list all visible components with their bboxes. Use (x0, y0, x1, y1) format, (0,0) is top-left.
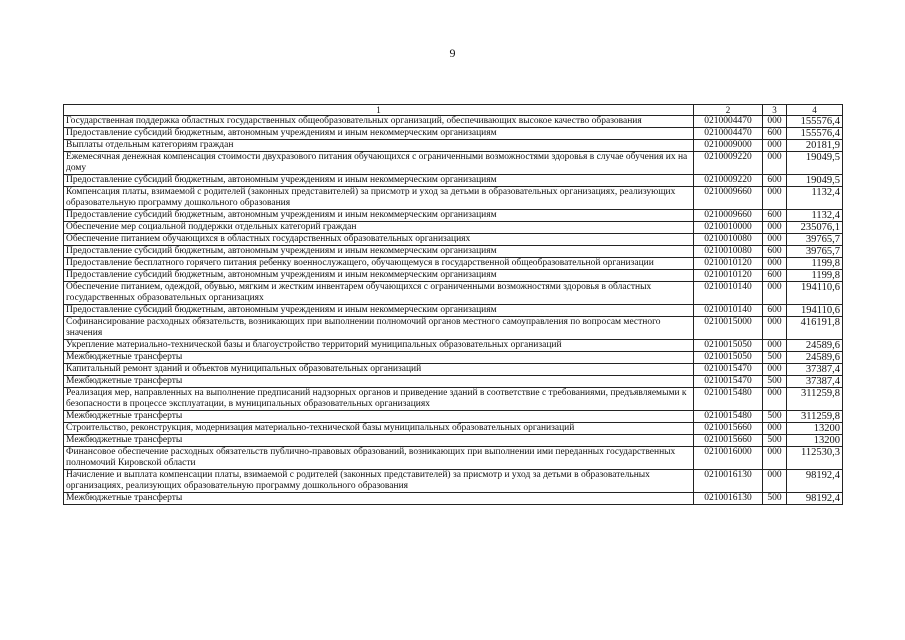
row-sum-cell: 98192,4 (787, 470, 843, 493)
row-type-cell: 000 (763, 423, 787, 435)
row-sum-cell: 19049,5 (787, 152, 843, 175)
row-name-cell: Софинансирование расходных обязательств, возникающих при выполнении полномочий органов местного самоуправления по вопросам местного значения (64, 317, 694, 340)
row-name-cell: Предоставление субсидий бюджетным, автономным учреждениям и иным некоммерческим организациям (64, 246, 694, 258)
row-name-cell: Межбюджетные трансферты (64, 411, 694, 423)
row-name-cell: Строительство, реконструкция, модернизация материально-технической базы муниципальных образовательных организаций (64, 423, 694, 435)
row-name-cell: Предоставление субсидий бюджетным, автономным учреждениям и иным некоммерческим организациям (64, 128, 694, 140)
row-name-cell: Укрепление материально-технической базы и благоустройство территорий муниципальных образовательных организаций (64, 340, 694, 352)
row-sum-cell: 416191,8 (787, 317, 843, 340)
column-header-type: 3 (763, 105, 787, 116)
row-type-cell: 000 (763, 470, 787, 493)
row-sum-cell: 235076,1 (787, 222, 843, 234)
table-row (64, 187, 843, 210)
row-code-cell: 0210015660 (694, 435, 763, 447)
table-row (64, 317, 843, 340)
table-row (64, 234, 843, 246)
table-row (64, 282, 843, 305)
row-sum-cell: 20181,9 (787, 140, 843, 152)
row-name-cell: Обеспечение питанием, одеждой, обувью, мягким и жестким инвентарем обучающихся с ограниченными возможностями здоровья в областных государственных образовательных организациях (64, 282, 694, 305)
column-header-sum: 4 (787, 105, 843, 116)
table-row (64, 305, 843, 317)
row-type-cell: 500 (763, 435, 787, 447)
row-name-cell: Финансовое обеспечение расходных обязательств публично-правовых образований, возникающих при выполнении ими переданных государственных полномочий Кировской области (64, 447, 694, 470)
table-row (64, 493, 843, 505)
table-row (64, 210, 843, 222)
row-name-cell: Обеспечение мер социальной поддержки отдельных категорий граждан (64, 222, 694, 234)
row-name-cell: Ежемесячная денежная компенсация стоимости двухразового питания обучающихся с ограниченными возможностями здоровья в случае обучения их на дому (64, 152, 694, 175)
row-code-cell: 0210009220 (694, 152, 763, 175)
row-name-cell: Межбюджетные трансферты (64, 435, 694, 447)
column-header-name: 1 (64, 105, 694, 116)
table-row (64, 270, 843, 282)
row-name-cell: Предоставление субсидий бюджетным, автономным учреждениям и иным некоммерческим организациям (64, 305, 694, 317)
table-row (64, 376, 843, 388)
row-type-cell: 600 (763, 246, 787, 258)
row-name-cell: Выплаты отдельным категориям граждан (64, 140, 694, 152)
table-row (64, 116, 843, 128)
row-name-cell: Государственная поддержка областных государственных общеобразовательных организаций, обеспечивающих высокое качество образования (64, 116, 694, 128)
row-code-cell: 0210009220 (694, 175, 763, 187)
table-row (64, 222, 843, 234)
row-sum-cell: 112530,3 (787, 447, 843, 470)
row-code-cell: 0210010120 (694, 258, 763, 270)
row-type-cell: 500 (763, 376, 787, 388)
row-name-cell: Межбюджетные трансферты (64, 493, 694, 505)
page-number: 9 (449, 46, 456, 60)
row-name-cell: Предоставление субсидий бюджетным, автономным учреждениям и иным некоммерческим организациям (64, 210, 694, 222)
row-code-cell: 0210015000 (694, 317, 763, 340)
row-code-cell: 0210010000 (694, 222, 763, 234)
row-type-cell: 000 (763, 364, 787, 376)
budget-table (63, 104, 843, 505)
table-body (64, 116, 843, 505)
row-code-cell: 0210004470 (694, 128, 763, 140)
row-code-cell: 0210009660 (694, 210, 763, 222)
row-type-cell: 000 (763, 447, 787, 470)
row-code-cell: 0210015660 (694, 423, 763, 435)
row-type-cell: 500 (763, 411, 787, 423)
row-sum-cell: 39765,7 (787, 246, 843, 258)
row-type-cell: 600 (763, 305, 787, 317)
table-row (64, 435, 843, 447)
row-type-cell: 600 (763, 210, 787, 222)
row-code-cell: 0210009660 (694, 187, 763, 210)
row-code-cell: 0210010140 (694, 282, 763, 305)
table-row (64, 128, 843, 140)
row-code-cell: 0210009000 (694, 140, 763, 152)
row-name-cell: Капитальный ремонт зданий и объектов муниципальных образовательных организаций (64, 364, 694, 376)
row-name-cell: Предоставление субсидий бюджетным, автономным учреждениям и иным некоммерческим организациям (64, 270, 694, 282)
row-sum-cell: 37387,4 (787, 364, 843, 376)
row-name-cell: Межбюджетные трансферты (64, 376, 694, 388)
row-code-cell: 0210010080 (694, 246, 763, 258)
row-name-cell: Реализация мер, направленных на выполнение предписаний надзорных органов и приведение зданий в соответствие с требованиями, предъявляемыми к безопасности в процессе эксплуатации, в муниципальных образовательных организациях (64, 388, 694, 411)
row-sum-cell: 24589,6 (787, 340, 843, 352)
table-row (64, 388, 843, 411)
row-name-cell: Компенсация платы, взимаемой с родителей (законных представителей) за присмотр и уход за детьми в образовательных организациях, реализующих образовательную программу дошкольного образования (64, 187, 694, 210)
row-code-cell: 0210010120 (694, 270, 763, 282)
row-code-cell: 0210016000 (694, 447, 763, 470)
row-code-cell: 0210015480 (694, 411, 763, 423)
row-code-cell: 0210015050 (694, 352, 763, 364)
column-header-code: 2 (694, 105, 763, 116)
row-type-cell: 000 (763, 258, 787, 270)
table-row (64, 470, 843, 493)
row-sum-cell: 98192,4 (787, 493, 843, 505)
row-sum-cell: 13200 (787, 423, 843, 435)
row-code-cell: 0210016130 (694, 470, 763, 493)
row-type-cell: 600 (763, 175, 787, 187)
row-code-cell: 0210010140 (694, 305, 763, 317)
row-sum-cell: 155576,4 (787, 116, 843, 128)
table-row (64, 140, 843, 152)
table-row (64, 447, 843, 470)
row-type-cell: 000 (763, 140, 787, 152)
row-sum-cell: 24589,6 (787, 352, 843, 364)
row-sum-cell: 13200 (787, 435, 843, 447)
row-type-cell: 000 (763, 388, 787, 411)
table-row (64, 175, 843, 187)
row-name-cell: Начисление и выплата компенсации платы, взимаемой с родителей (законных представителей) за присмотр и уход за детьми в образовательных организациях, реализующих образовательную программу дошкольного образования (64, 470, 694, 493)
row-sum-cell: 1199,8 (787, 258, 843, 270)
table-row (64, 364, 843, 376)
row-sum-cell: 311259,8 (787, 388, 843, 411)
row-type-cell: 500 (763, 352, 787, 364)
row-type-cell: 000 (763, 282, 787, 305)
row-code-cell: 0210016130 (694, 493, 763, 505)
row-code-cell: 0210015470 (694, 364, 763, 376)
row-code-cell: 0210010080 (694, 234, 763, 246)
table-header-row (64, 105, 843, 116)
row-type-cell: 500 (763, 493, 787, 505)
row-type-cell: 000 (763, 222, 787, 234)
row-sum-cell: 155576,4 (787, 128, 843, 140)
row-name-cell: Межбюджетные трансферты (64, 352, 694, 364)
row-type-cell: 000 (763, 187, 787, 210)
row-type-cell: 000 (763, 340, 787, 352)
row-code-cell: 0210015050 (694, 340, 763, 352)
row-name-cell: Обеспечение питанием обучающихся в областных государственных образовательных организациях (64, 234, 694, 246)
row-type-cell: 000 (763, 116, 787, 128)
row-sum-cell: 37387,4 (787, 376, 843, 388)
row-sum-cell: 1199,8 (787, 270, 843, 282)
row-sum-cell: 311259,8 (787, 411, 843, 423)
table-row (64, 411, 843, 423)
row-code-cell: 0210015470 (694, 376, 763, 388)
row-sum-cell: 194110,6 (787, 282, 843, 305)
table-row (64, 340, 843, 352)
row-sum-cell: 1132,4 (787, 210, 843, 222)
row-code-cell: 0210015480 (694, 388, 763, 411)
row-sum-cell: 1132,4 (787, 187, 843, 210)
row-name-cell: Предоставление бесплатного горячего питания ребенку военнослужащего, обучающемуся в государственной общеобразовательной организации (64, 258, 694, 270)
row-sum-cell: 194110,6 (787, 305, 843, 317)
table-row (64, 352, 843, 364)
row-type-cell: 000 (763, 317, 787, 340)
row-type-cell: 000 (763, 152, 787, 175)
table-row (64, 423, 843, 435)
row-code-cell: 0210004470 (694, 116, 763, 128)
row-type-cell: 600 (763, 270, 787, 282)
table-row (64, 258, 843, 270)
table-row (64, 152, 843, 175)
row-name-cell: Предоставление субсидий бюджетным, автономным учреждениям и иным некоммерческим организациям (64, 175, 694, 187)
row-sum-cell: 19049,5 (787, 175, 843, 187)
row-type-cell: 000 (763, 234, 787, 246)
row-type-cell: 600 (763, 128, 787, 140)
table-row (64, 246, 843, 258)
row-sum-cell: 39765,7 (787, 234, 843, 246)
